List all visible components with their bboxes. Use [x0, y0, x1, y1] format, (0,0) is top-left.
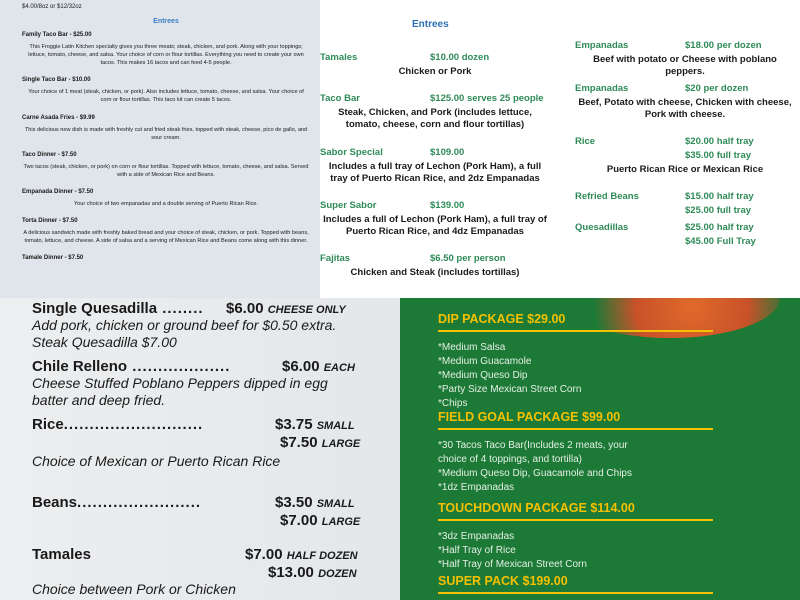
side-item-desc: Cheese Stuffed Poblano Peppers dipped in egg [32, 375, 328, 391]
side-price-value-2: $13.00 [268, 564, 314, 581]
leader-dots: ........ [157, 300, 204, 317]
side-item-label: Rice [32, 416, 64, 433]
entree-item [22, 115, 310, 142]
package-title: SUPER PACK $199.00 [438, 574, 568, 588]
top-price: $4.00/8oz or $12/32oz [22, 4, 82, 10]
package-item: *Medium Queso Dip [438, 370, 528, 381]
package-underline [438, 592, 713, 594]
package-underline [438, 330, 713, 332]
catering-entrees-heading: Entrees [412, 19, 449, 30]
side-price-tag-2: DOZEN [318, 568, 357, 580]
catering-item-name: Empanadas [575, 40, 629, 51]
package-item: *Chips [438, 398, 468, 409]
package-item: *3dz Empanadas [438, 531, 515, 542]
catering-item-price-2: $25.00 full tray [685, 205, 752, 216]
entree-desc: Two tacos (steak, chicken, or pork) on corn or flour tortillas. Topped with lettuce, tomato, cheese, and salsa. Served with a side of Mexican Rice and Beans. [23, 163, 309, 178]
entree-name: Single Taco Bar - $10.00 [22, 77, 91, 84]
package-item: *Medium Salsa [438, 342, 506, 353]
side-item-name [32, 494, 201, 511]
side-item-label: Tamales [32, 546, 91, 563]
catering-item-price: $10.00 dozen [430, 52, 490, 63]
side-item-name [32, 416, 203, 433]
catering-item-price-2: $45.00 Full Tray [685, 236, 756, 247]
catering-item-price: $109.00 [430, 147, 465, 158]
package-item: choice of 4 toppings, and tortilla) [438, 454, 582, 465]
side-price-tag-2: LARGE [321, 516, 361, 528]
side-price-value-2: $7.00 [280, 512, 318, 529]
entree-item [22, 77, 310, 104]
package-menu-panel [400, 298, 800, 600]
catering-item-price: $25.00 half tray [685, 222, 754, 233]
entree-item [22, 189, 310, 208]
entree-name: Torta Dinner - $7.50 [22, 218, 78, 225]
package-title: DIP PACKAGE $29.00 [438, 312, 566, 326]
side-price-value: $3.50 [275, 494, 313, 511]
entree-name: Taco Dinner - $7.50 [22, 151, 77, 158]
package-item: *1dz Empanadas [438, 482, 515, 493]
catering-item-desc: Chicken or Pork [398, 66, 472, 77]
catering-item-name: Fajitas [320, 253, 351, 264]
catering-item [320, 147, 570, 187]
package-item: *Half Tray of Mexican Street Corn [438, 559, 587, 570]
package-title: FIELD GOAL PACKAGE $99.00 [438, 410, 621, 424]
catering-item-price: $6.50 per person [430, 253, 506, 264]
side-price-tag: SMALL [316, 498, 355, 510]
entree-desc: This Froggie Latin Kitchen specialty gives you three meats; steak, chicken, and pork. Along with your toppings; lettuce, tomato, cheese, and salsa. Your choice of corn or flour tortillas. Everything you need to create your own tacos. This makes 16 tacos and can feed 4-5 people. [28, 44, 304, 67]
side-item-desc: Choice of Mexican or Puerto Rican Rice [32, 453, 281, 469]
side-item-price-2 [280, 434, 360, 451]
entree-name: Tamale Dinner - $7.50 [22, 255, 84, 262]
catering-item [320, 93, 570, 133]
side-item-price [275, 494, 355, 511]
catering-item [575, 83, 800, 133]
entree-desc: Your choice of two empanadas and a double serving of Puerto Rican Rice. [73, 200, 259, 207]
catering-item-name: Rice [575, 136, 596, 147]
catering-item-desc: Includes a full of Lechon (Pork Ham), a full tray of Puerto Rican Rice, and 4dz Empanadas [323, 214, 547, 238]
package-item: *Half Tray of Rice [438, 545, 516, 556]
catering-menu-panel [320, 0, 800, 298]
entree-desc: Your choice of 1 meat (steak, chicken, or pork). Also includes lettuce, tomato, cheese, and salsa. Your choice of corn or flour tortillas. This taco kit can create 5 tacos. [28, 89, 304, 104]
catering-item-name: Sabor Special [320, 147, 383, 158]
entree-name: Family Taco Bar - $25.00 [22, 32, 92, 38]
catering-item-name: Refried Beans [575, 191, 639, 202]
side-item-desc-2: batter and deep fried. [32, 392, 166, 408]
package-underline [438, 428, 713, 430]
side-item-label: Chile Relleno [32, 358, 128, 375]
side-item-name [32, 358, 230, 375]
catering-item [320, 200, 570, 240]
catering-item-price: $15.00 half tray [685, 191, 754, 202]
catering-item-price: $18.00 per dozen [685, 40, 762, 51]
package-item: *Medium Guacamole [438, 356, 532, 367]
entree-desc: A delicious sandwich made with freshly baked bread and your choice of steak, chicken, or pork. Topped with beans, tomato, lettuce, and cheese. A side of salsa and a serving of Mexican Rice and Beans come along with this dinner. [23, 230, 309, 245]
catering-item [320, 52, 570, 92]
catering-item-price: $125.00 serves 25 people [430, 93, 544, 104]
entree-item [22, 32, 310, 67]
entree-list [22, 32, 310, 261]
side-item-label: Beans [32, 494, 78, 511]
side-item-name [32, 300, 204, 317]
side-item-desc-2: Steak Quesadilla $7.00 [32, 334, 177, 350]
football-graphic [560, 298, 780, 338]
catering-item-name: Tamales [320, 52, 358, 63]
catering-item-price: $139.00 [430, 200, 465, 211]
catering-item-name: Empanadas [575, 83, 629, 94]
catering-item-name: Taco Bar [320, 93, 360, 104]
catering-item-price: $20 per dozen [685, 83, 749, 94]
side-item-price [226, 300, 346, 317]
package-item: *30 Tacos Taco Bar(Includes 2 meats, your [438, 440, 628, 451]
catering-item-desc: Puerto Rican Rice or Mexican Rice [606, 164, 764, 175]
catering-item [575, 136, 800, 186]
side-item-price [245, 546, 358, 563]
side-price-tag: SMALL [316, 420, 355, 432]
side-item-desc: Choice between Pork or Chicken [32, 581, 236, 597]
side-price-value-2: $7.50 [280, 434, 318, 451]
side-item-desc: Add pork, chicken or ground beef for $0.50 extra. [32, 317, 337, 333]
side-price-value: $6.00 [282, 358, 320, 375]
catering-item-desc: Steak, Chicken, and Pork (includes lettuce, tomato, cheese, corn and flour tortillas) [338, 107, 532, 131]
side-price-value: $7.00 [245, 546, 283, 563]
side-price-value: $6.00 [226, 300, 264, 317]
leader-dots: ........................... [63, 416, 204, 433]
catering-item-name: Super Sabor [320, 200, 377, 211]
side-price-tag-2: LARGE [321, 438, 361, 450]
side-price-tag: EACH [323, 362, 355, 374]
side-price-value: $3.75 [275, 416, 313, 433]
package-underline [438, 519, 713, 521]
side-item-price-2 [268, 564, 357, 581]
side-item-price-2 [280, 512, 360, 529]
package-item: *Party Size Mexican Street Corn [438, 384, 582, 395]
catering-item-name: Quesadillas [575, 222, 629, 233]
side-price-tag: CHEESE ONLY [267, 304, 346, 316]
side-item-price [282, 358, 355, 375]
catering-item-desc: Includes a full tray of Lechon (Pork Ham), a full tray of Puerto Rican Rice, and 2dz Empanadas [328, 161, 542, 185]
package-title: TOUCHDOWN PACKAGE $114.00 [438, 501, 635, 515]
side-item-name [32, 546, 91, 563]
catering-item-desc: Chicken and Steak (includes tortillas) [350, 267, 520, 278]
leader-dots: ........................ [77, 494, 202, 511]
leader-dots: ................... [127, 358, 231, 375]
side-item-price [275, 416, 355, 433]
package-item: *Medium Queso Dip, Guacamole and Chips [438, 468, 632, 479]
entree-item [22, 255, 310, 261]
entree-name: Carne Asada Fries - $9.99 [22, 114, 95, 121]
entrees-heading: Entrees [153, 18, 179, 25]
side-price-tag: HALF DOZEN [286, 550, 358, 562]
catering-item-price: $20.00 half tray [685, 136, 754, 147]
catering-item-desc: Beef with potato or Cheese with poblano peppers. [593, 54, 777, 78]
catering-item [320, 253, 570, 293]
entree-name: Empanada Dinner - $7.50 [22, 188, 94, 195]
entree-item [22, 152, 310, 179]
entree-item [22, 218, 310, 245]
paper-menu-panel [0, 0, 320, 298]
catering-item [575, 222, 800, 272]
side-item-label: Single Quesadilla [32, 300, 158, 317]
side-menu-panel [0, 298, 400, 600]
catering-item-price-2: $35.00 full tray [685, 150, 752, 161]
entree-desc: This delicious new dish is made with freshly cut and fried steak fries, topped with steak, cheese, pico de gallo, and sour cream. [24, 126, 308, 141]
catering-item-desc: Beef, Potato with cheese, Chicken with cheese, Pork with cheese. [578, 97, 792, 121]
